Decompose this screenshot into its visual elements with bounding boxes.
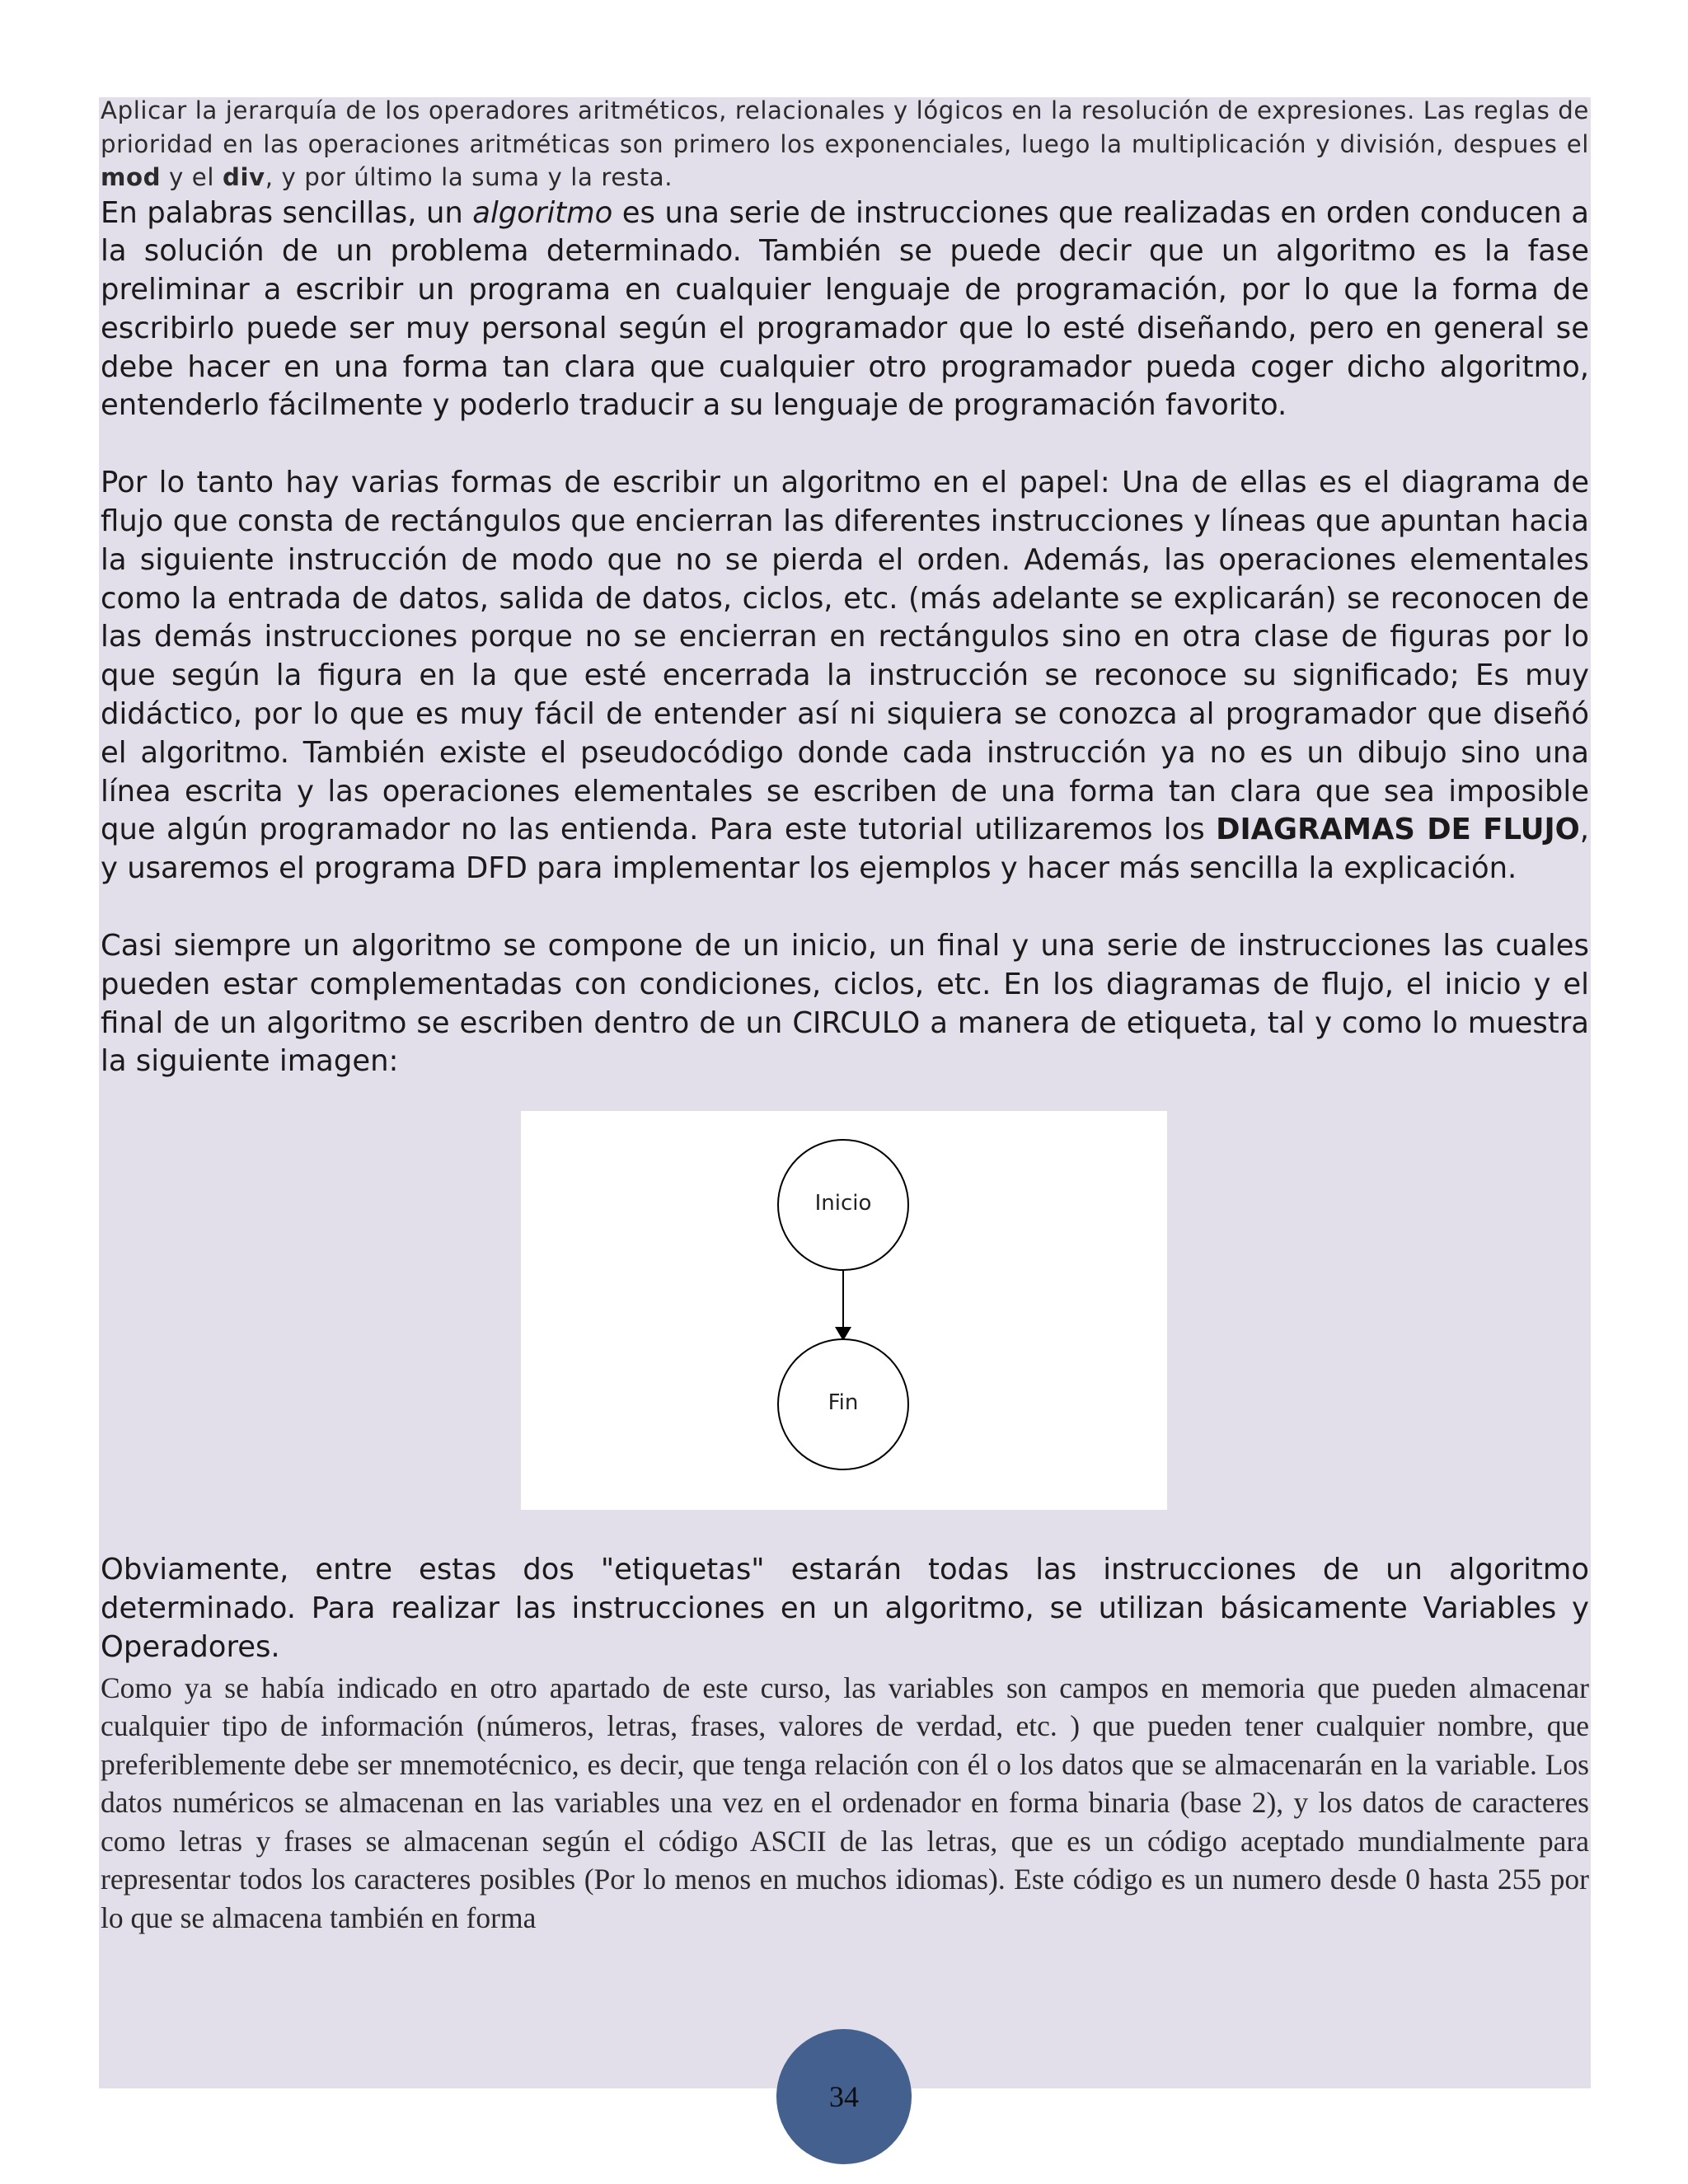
paragraph-text: , y usaremos el programa DFD para implementar los ejemplos y hacer más sencilla la explicación. bbox=[101, 813, 1589, 886]
bold-term-div: div bbox=[222, 163, 265, 191]
paragraph-labels-variables: Obviamente, entre estas dos "etiquetas" estarán todas las instrucciones de un algoritmo determinado. Para realizar las instrucciones en un algoritmo, se utilizan básicamente Variables y Operadores. bbox=[101, 1553, 1589, 1664]
page-number-badge bbox=[776, 2029, 912, 2164]
paragraph-variables-memory: Como ya se había indicado en otro apartado de este curso, las variables son campos en memoria que pueden almacenar cualquier tipo de información (números, letras, frases, valores de verdad, etc. ) que pueden tener cualquier nombre, que preferiblemente debe ser mnemotécnico, es decir, que tenga relación con él o los datos que se almacenarán en la variable. Los datos numéricos se almacenan en las variables una vez en el ordenador en forma binaria (base 2), y los datos de caracteres como letras y frases se almacenan según el código ASCII de las letras, que es un código aceptado mundialmente para representar todos los caracteres posibles (Por lo menos en muchos idiomas). Este código es un numero desde 0 hasta 255 por lo que se almacena también en forma bbox=[101, 1671, 1589, 1934]
paragraph-start-end: Casi siempre un algoritmo se compone de un inicio, un final y una serie de instrucciones las cuales pueden estar complementadas con condiciones, ciclos, etc. En los diagramas de flujo, el inicio y el final de un algoritmo se escriben dentro de un CIRCULO a manera de etiqueta, tal y como lo muestra la siguiente imagen: bbox=[101, 929, 1589, 1079]
flowchart-figure bbox=[521, 1111, 1167, 1510]
paragraph-algorithm-definition bbox=[101, 194, 1589, 426]
paragraph-text: En palabras sencillas, un bbox=[101, 195, 473, 230]
paragraph-text: , y por último la suma y la resta. bbox=[265, 163, 673, 191]
end-label: Fin bbox=[828, 1390, 859, 1416]
page-content bbox=[101, 94, 1589, 1937]
paragraph-text: Aplicar la jerarquía de los operadores aritméticos, relacionales y lógicos en la resolución de expresiones. Las reglas de prioridad en las operaciones aritméticas son primero los exponenciales, luego la multiplicación y división, despues el bbox=[101, 96, 1589, 158]
bold-term-mod: mod bbox=[101, 163, 162, 191]
paragraph-text: Por lo tanto hay varias formas de escribir un algoritmo en el papel: Una de ellas es el diagrama de flujo que consta de rectángulos que encierran las diferentes instrucciones y líneas que apuntan hacia la siguiente instrucción de modo que no se pierda el orden. Además, las operaciones elementales como la entrada de datos, salida de datos, ciclos, etc. (más adelante se explicarán) se reconocen de las demás instrucciones porque no se encierran en rectángulos sino en otra clase de figuras por lo que según la figura en la que esté encerrada la instrucción se reconoce su significado; Es muy didáctico, por lo que es muy fácil de entender así ni siquiera se conozca al programador que diseñó el algoritmo. También existe el pseudocódigo donde cada instrucción ya no es un dibujo sino una línea escrita y las operaciones elementales se escriben de una forma tan clara que sea imposible que algún programador no las entienda. Para este tutorial utilizaremos los bbox=[101, 466, 1589, 847]
paragraph-text: y el bbox=[161, 163, 223, 191]
page-number: 34 bbox=[829, 2080, 859, 2113]
bold-term-diagramas: DIAGRAMAS DE FLUJO bbox=[1216, 813, 1580, 847]
paragraph-text: es una serie de instrucciones que realizadas en orden conducen a la solución de un problema determinado. También se puede decir que un algoritmo es la fase preliminar a escribir un programa en cualquier lenguaje de programación, por lo que la forma de escribirlo puede ser muy personal según el programador que lo esté diseñando, pero en general se debe hacer en una forma tan clara que cualquier otro programador pueda coger dicho algoritmo, entenderlo fácilmente y poderlo traducir a su lenguaje de programación favorito. bbox=[101, 195, 1589, 423]
flowchart-diagram bbox=[521, 1111, 1167, 1510]
start-label: Inicio bbox=[814, 1191, 872, 1216]
paragraph-operator-hierarchy bbox=[101, 94, 1589, 194]
italic-term-algoritmo: algoritmo bbox=[472, 195, 613, 230]
paragraph-flowchart-forms bbox=[101, 464, 1589, 888]
